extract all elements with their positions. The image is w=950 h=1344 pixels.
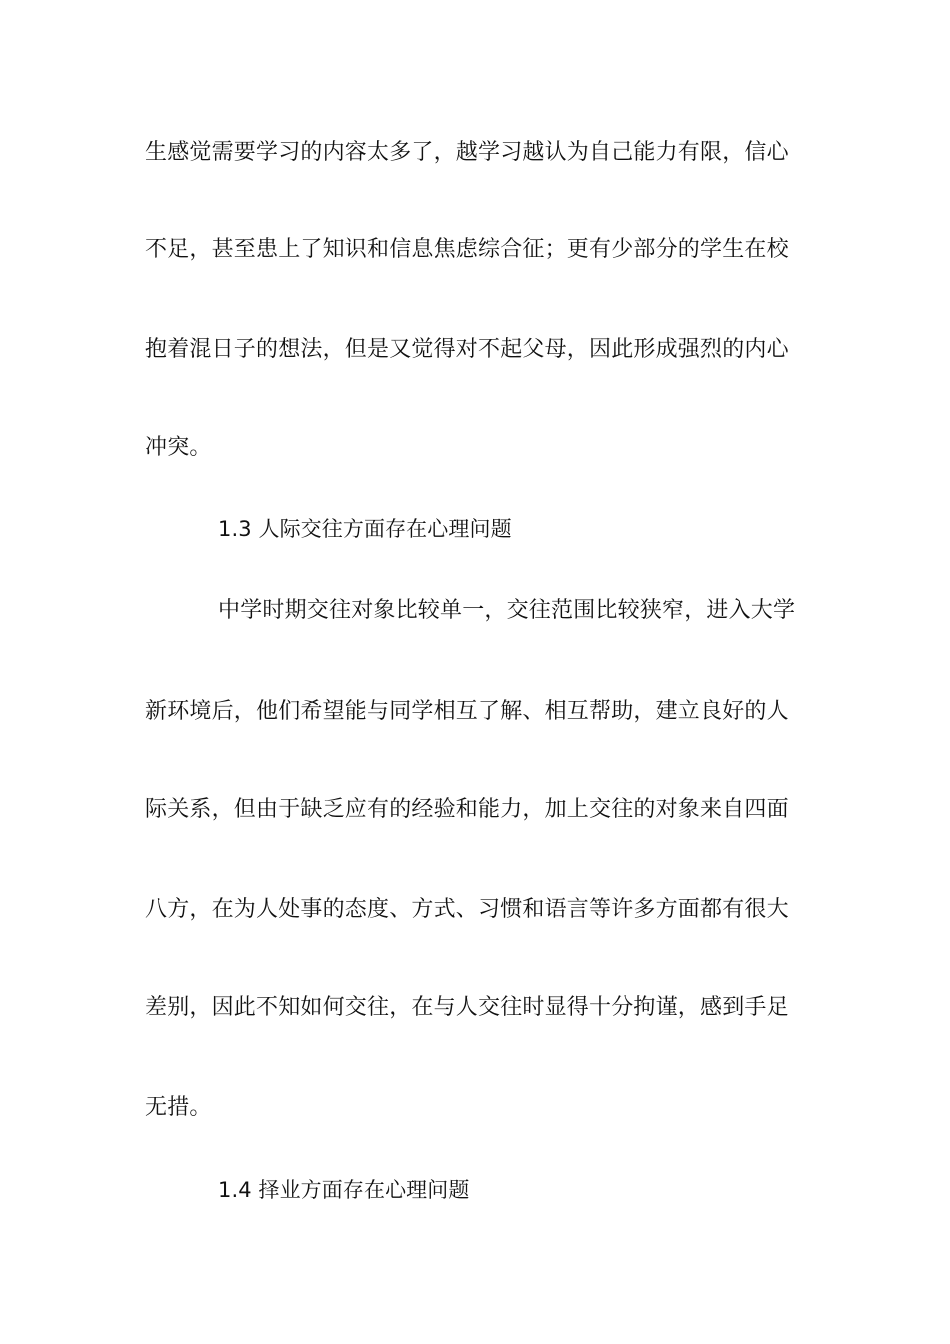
paragraph-line: 差别，因此不知如何交往，在与人交往时显得十分拘谨，感到手足 — [145, 995, 789, 1020]
section-heading: 1.4 择业方面存在心理问题 — [218, 1178, 470, 1202]
paragraph-line: 八方，在为人处事的态度、方式、习惯和语言等许多方面都有很大 — [145, 897, 789, 922]
paragraph-line: 中学时期交往对象比较单一，交往范围比较狭窄，进入大学 — [218, 598, 796, 623]
paragraph-line: 际关系，但由于缺乏应有的经验和能力，加上交往的对象来自四面 — [145, 797, 789, 822]
paragraph-line: 抱着混日子的想法，但是又觉得对不起父母，因此形成强烈的内心 — [145, 337, 789, 362]
section-heading: 1.3 人际交往方面存在心理问题 — [218, 517, 512, 541]
paragraph-line: 冲突。 — [145, 435, 212, 460]
paragraph-line: 生感觉需要学习的内容太多了，越学习越认为自己能力有限，信心 — [145, 140, 789, 165]
paragraph-line: 不足，甚至患上了知识和信息焦虑综合征；更有少部分的学生在校 — [145, 237, 789, 262]
paragraph-line: 无措。 — [145, 1095, 212, 1120]
paragraph-line: 新环境后，他们希望能与同学相互了解、相互帮助，建立良好的人 — [145, 699, 789, 724]
